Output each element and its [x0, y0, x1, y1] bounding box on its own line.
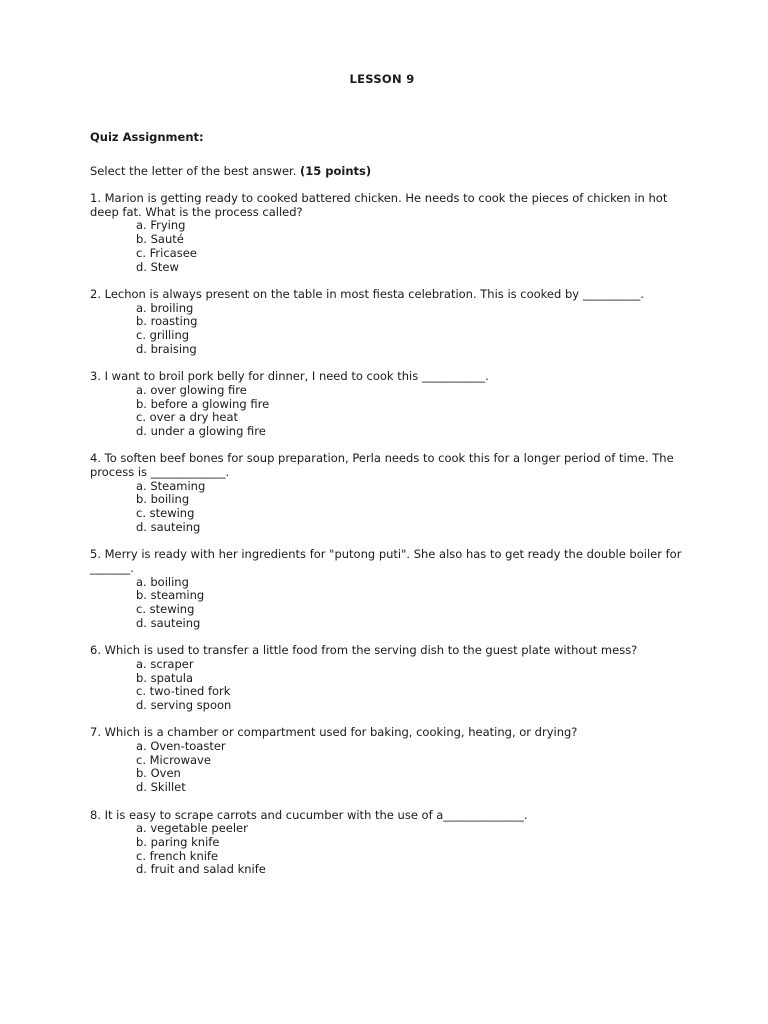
- answer-option: b. roasting: [136, 314, 198, 329]
- question-3: [90, 370, 690, 439]
- instructions: [90, 164, 371, 178]
- answer-option: a. scraper: [136, 656, 194, 671]
- question-8: [90, 809, 690, 878]
- answer-option: a. over glowing fire: [136, 382, 247, 397]
- instructions-text: Select the letter of the best answer.: [90, 164, 300, 178]
- answer-option: d. sauteing: [136, 519, 201, 534]
- answer-option: d. Stew: [136, 259, 179, 274]
- answer-option: b. Oven: [136, 766, 181, 781]
- answer-options: [90, 658, 690, 713]
- question-4: [90, 452, 690, 534]
- answer-option: a. Frying: [136, 218, 186, 233]
- answer-option: c. stewing: [136, 602, 195, 617]
- answer-option: d. braising: [136, 341, 197, 356]
- answer-option: a. broiling: [136, 300, 194, 315]
- lesson-title: LESSON 9: [349, 72, 415, 86]
- answer-option: d. serving spoon: [136, 697, 232, 712]
- question-stem: 5. Merry is ready with her ingredients for "putong puti". She also has to get ready the double boiler for _______.: [90, 547, 686, 575]
- answer-option: b. before a glowing fire: [136, 396, 270, 411]
- answer-option: c. two-tined fork: [136, 684, 231, 699]
- question-5: [90, 548, 690, 630]
- answer-option: c. Microwave: [136, 752, 211, 767]
- question-stem: 6. Which is used to transfer a little food from the serving dish to the guest plate without mess?: [90, 643, 638, 658]
- answer-option: d. under a glowing fire: [136, 423, 266, 438]
- question-6: [90, 644, 690, 713]
- answer-option: b. steaming: [136, 588, 205, 603]
- answer-option: d. Skillet: [136, 780, 186, 795]
- answer-option: a. vegetable peeler: [136, 821, 248, 836]
- answer-option: a. boiling: [136, 574, 189, 589]
- answer-option: a. Steaming: [136, 478, 206, 493]
- answer-option: a. Oven-toaster: [136, 739, 226, 754]
- question-7: [90, 726, 690, 795]
- answer-option: c. french knife: [136, 848, 219, 863]
- instructions-points: (15 points): [300, 164, 372, 178]
- answer-option: d. fruit and salad knife: [136, 862, 266, 877]
- quiz-heading: Quiz Assignment:: [90, 130, 204, 144]
- answer-options: [90, 822, 690, 877]
- question-stem: 1. Marion is getting ready to cooked battered chicken. He needs to cook the pieces of chicken in hot deep fat. What is the process called?: [90, 191, 671, 219]
- answer-option: b. boiling: [136, 492, 190, 507]
- answer-option: b. paring knife: [136, 834, 220, 849]
- answer-options: [90, 302, 690, 357]
- question-stem: 4. To soften beef bones for soup preparation, Perla needs to cook this for a longer period of time. The process is _____________.: [90, 451, 678, 480]
- answer-options: [90, 384, 690, 439]
- questions-list: [90, 192, 690, 891]
- answer-option: c. Fricasee: [136, 245, 197, 260]
- question-1: [90, 192, 690, 274]
- answer-option: b. spatula: [136, 670, 193, 685]
- answer-options: [90, 219, 690, 274]
- question-2: [90, 288, 690, 357]
- question-stem: 3. I want to broil pork belly for dinner, I need to cook this ___________.: [90, 369, 489, 384]
- answer-options: [90, 740, 690, 795]
- answer-options: [90, 576, 690, 631]
- question-stem: 7. Which is a chamber or compartment used for baking, cooking, heating, or drying?: [90, 725, 578, 740]
- answer-option: d. sauteing: [136, 615, 201, 630]
- answer-option: c. grilling: [136, 328, 190, 343]
- question-stem: 2. Lechon is always present on the table in most fiesta celebration. This is cooked by __________.: [90, 286, 644, 301]
- question-stem: 8. It is easy to scrape carrots and cucumber with the use of a______________.: [90, 807, 528, 822]
- answer-option: b. Sauté: [136, 232, 184, 247]
- answer-options: [90, 480, 690, 535]
- answer-option: c. over a dry heat: [136, 410, 239, 425]
- answer-option: c. stewing: [136, 506, 195, 521]
